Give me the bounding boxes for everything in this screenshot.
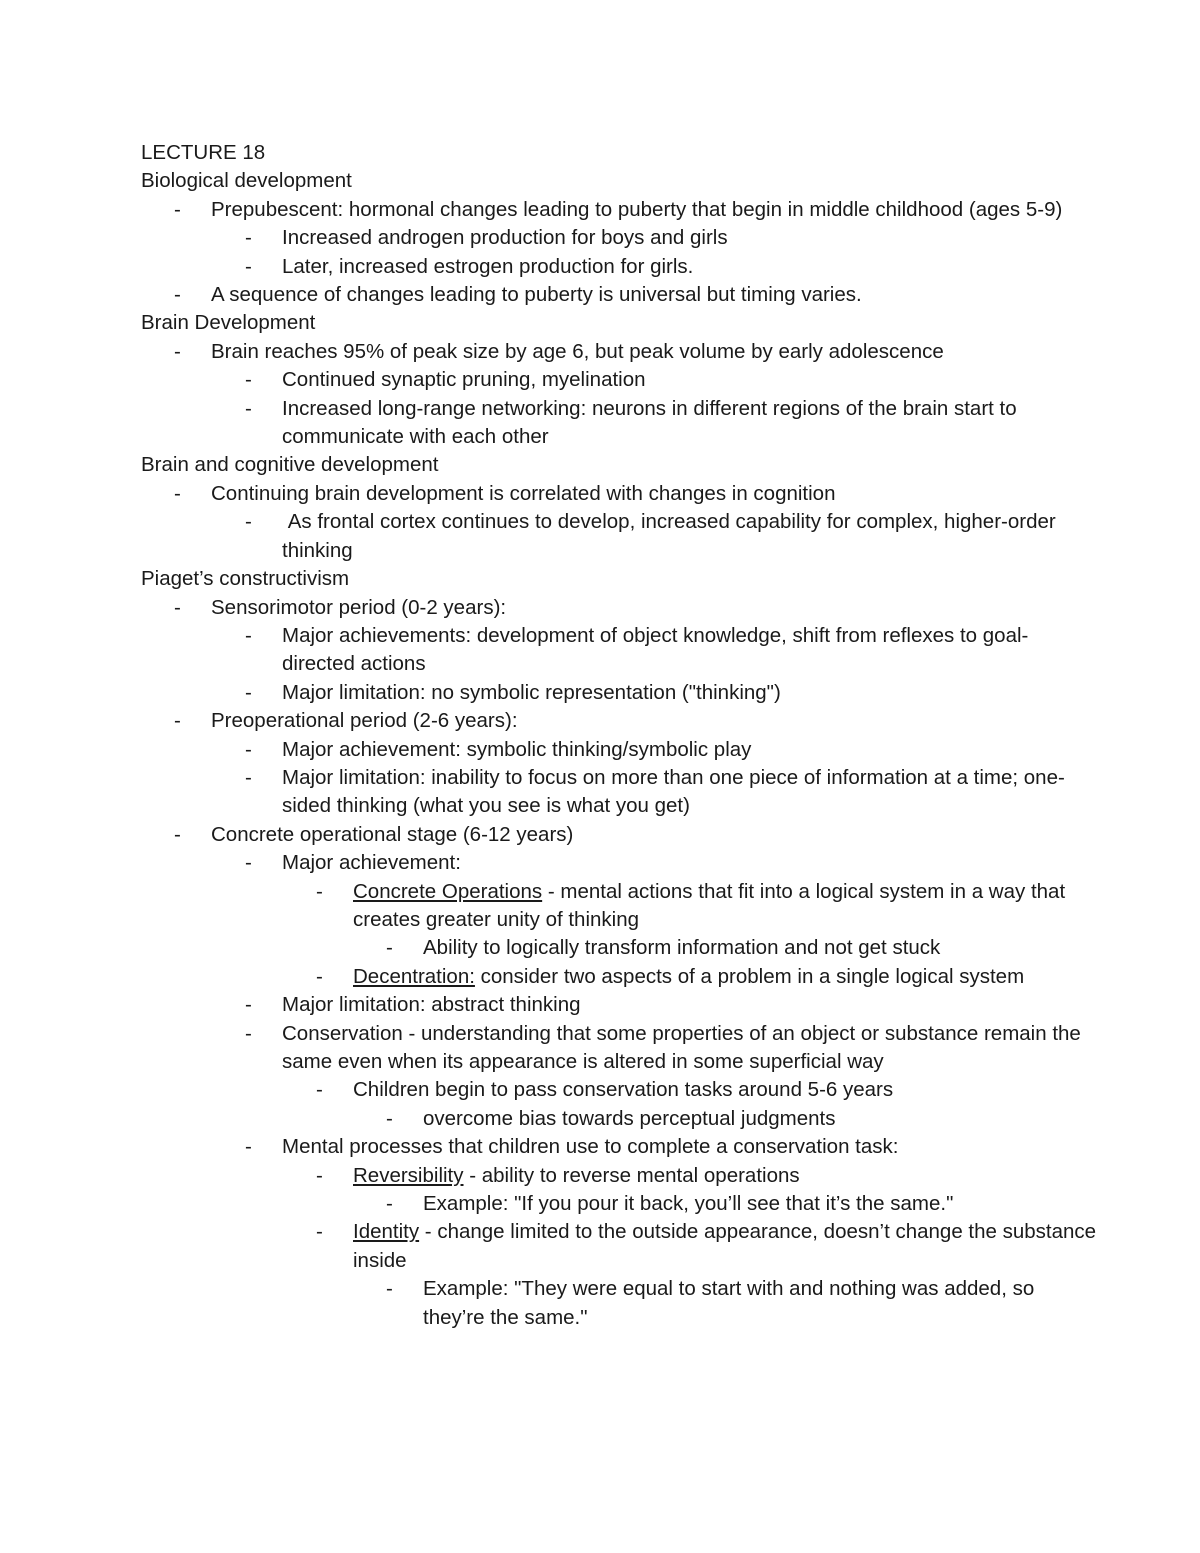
dash-bullet: -: [174, 197, 181, 221]
bullet-item: - Reversibility - ability to reverse mental operations: [141, 1162, 1101, 1190]
bullet-item: - Major limitation: inability to focus on more than one piece of information at a time; one-sided thinking (what you see is what you get): [245, 765, 1065, 818]
underlined-term: Concrete Operations: [353, 879, 543, 903]
dash-bullet: -: [316, 1078, 323, 1102]
dash-bullet: -: [174, 595, 181, 619]
dash-bullet: -: [316, 964, 323, 988]
underlined-term: Reversibility: [353, 1163, 464, 1187]
dash-bullet: -: [245, 737, 252, 761]
bullet-item: - Continuing brain development is correlated with changes in cognition: [141, 480, 1101, 508]
bullet-item: - overcome bias towards perceptual judgments: [141, 1105, 1101, 1133]
dash-bullet: -: [174, 481, 181, 505]
bullet-item: - Children begin to pass conservation tasks around 5-6 years: [141, 1076, 1101, 1104]
bullet-item: - Major achievement:: [141, 849, 1101, 877]
dash-bullet: -: [174, 709, 181, 733]
dash-bullet: -: [174, 283, 181, 307]
bullet-item: - Concrete operational stage (6-12 years): [141, 821, 1101, 849]
bullet-item: - Major achievements: development of object knowledge, shift from reflexes to goal-directed actions: [245, 623, 1029, 676]
dash-bullet: -: [316, 879, 323, 903]
bullet-item: - Continued synaptic pruning, myelination: [141, 366, 1101, 394]
underlined-term: Decentration:: [353, 964, 475, 988]
dash-bullet: -: [245, 851, 252, 875]
bullet-item: - Identity - change limited to the outside appearance, doesn’t change the substance inside: [316, 1220, 1097, 1272]
dash-bullet: -: [386, 1192, 393, 1216]
bullet-item: - Decentration: consider two aspects of a problem in a single logical system: [141, 963, 1101, 991]
bullet-item: - Major achievement: symbolic thinking/symbolic play: [141, 736, 1101, 764]
dash-bullet: -: [245, 254, 252, 278]
section-heading: Brain and cognitive development: [141, 453, 439, 477]
dash-bullet: -: [245, 396, 252, 420]
dash-bullet: -: [245, 993, 252, 1017]
section-heading: Piaget’s constructivism: [141, 567, 350, 591]
dash-bullet: -: [245, 680, 252, 704]
bullet-item: - Mental processes that children use to complete a conservation task:: [141, 1133, 1101, 1161]
dash-bullet: -: [386, 1277, 393, 1301]
bullet-item: - A sequence of changes leading to puberty is universal but timing varies.: [141, 281, 1101, 309]
bullet-item: - Preoperational period (2-6 years):: [141, 707, 1101, 735]
underlined-term: Identity: [353, 1220, 420, 1244]
dash-bullet: -: [386, 936, 393, 960]
section-heading: Biological development: [141, 169, 352, 193]
bullet-item: - Example: "If you pour it back, you’ll see that it’s the same.": [141, 1190, 1101, 1218]
dash-bullet: -: [245, 765, 252, 789]
bullet-item: - Major limitation: no symbolic representation ("thinking"): [141, 679, 1101, 707]
bullet-item: - Increased androgen production for boys and girls: [141, 224, 1101, 252]
dash-bullet: -: [245, 1135, 252, 1159]
bullet-item: - Conservation - understanding that some properties of an object or substance remain the same even when its appearance is altered in some superficial way: [245, 1021, 1081, 1073]
dash-bullet: -: [316, 1163, 323, 1187]
bullet-item: - Later, increased estrogen production for girls.: [141, 253, 1101, 281]
dash-bullet: -: [245, 510, 252, 534]
dash-bullet: -: [245, 1021, 252, 1045]
dash-bullet: -: [316, 1220, 323, 1244]
document-title: LECTURE 18: [141, 141, 266, 164]
bullet-item: - Major limitation: abstract thinking: [141, 991, 1101, 1019]
dash-bullet: -: [245, 368, 252, 392]
lecture-notes-document: [141, 139, 1101, 1332]
bullet-item: - Example: "They were equal to start with and nothing was added, so they’re the same.": [386, 1277, 1035, 1329]
dash-bullet: -: [174, 339, 181, 363]
dash-bullet: -: [245, 226, 252, 250]
bullet-item: - Increased long-range networking: neurons in different regions of the brain start to communicate with each other: [245, 396, 1017, 449]
dash-bullet: -: [386, 1106, 393, 1130]
section-heading: Brain Development: [141, 311, 316, 335]
bullet-item: - Concrete Operations - mental actions that fit into a logical system in a way that creates greater unity of thinking: [316, 879, 1066, 931]
bullet-item: - Ability to logically transform information and not get stuck: [141, 934, 1101, 962]
bullet-item: - As frontal cortex continues to develop, increased capability for complex, higher-order thinking: [245, 510, 1062, 562]
bullet-item: - Prepubescent: hormonal changes leading to puberty that begin in middle childhood (ages 5-9): [141, 196, 1101, 224]
bullet-item: - Sensorimotor period (0-2 years):: [141, 594, 1101, 622]
dash-bullet: -: [174, 822, 181, 846]
dash-bullet: -: [245, 623, 252, 647]
bullet-item: - Brain reaches 95% of peak size by age 6, but peak volume by early adolescence: [141, 338, 1101, 366]
